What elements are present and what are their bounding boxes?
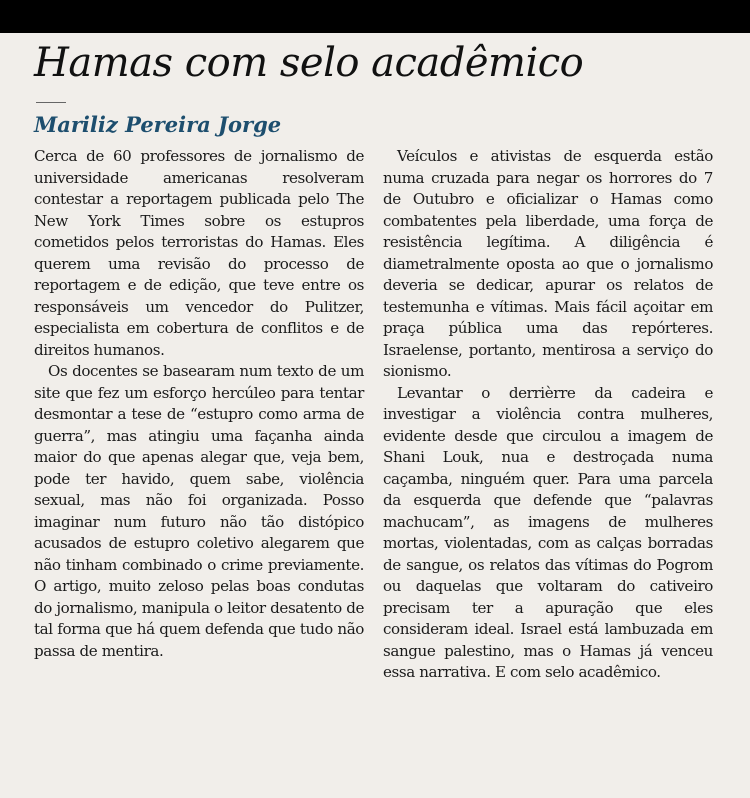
paragraph: Cerca de 60 professores de jornalismo de universidade americanas resolveram contestar a reportagem publicada pelo The New York Times sobre os estupros cometidos pelos terroristas do Hamas. Eles querem uma revisão do processo de reportagem e de edição, que teve entre os responsáveis um vencedor do Pulitzer, especialista em cobertura de conflitos e de direitos humanos. [34,147,364,359]
paragraph: Os docentes se basearam num texto de um site que fez um esforço hercúleo para tentar desmontar a tese de “estupro como arma de guerra”, mas atingiu uma façanha ainda maior do que apenas alegar que, veja bem, pode ter havido, quem sabe, violência sexual, mas não foi organizada. Posso imaginar num futuro não tão distópico acusados de estupro coletivo alegarem que não tinham combinado o crime previamente. O artigo, muito zeloso pelas boas condutas do jornalismo, manipula o leitor desatento de tal forma que há quem defenda que tudo não passa de mentira. [34,362,364,660]
paragraph: Veículos e ativistas de esquerda estão numa cruzada para negar os horrores do 7 de Outubro e oficializar o Hamas como combatentes pela liberdade, uma força de resistência legítima. A diligência é diametralmente oposta ao que o jornalismo deveria se dedicar, apurar os relatos de testemunha e vítimas. Mais fácil açoitar em praça pública uma das repórteres. Israelense, portanto, mentirosa a serviço do sionismo. [383,147,713,380]
paragraph: Levantar o derrièrre da cadeira e investigar a violência contra mulheres, evidente desde que circulou a imagem de Shani Louk, nua e destroçada numa caçamba, ninguém quer. Para uma parcela da esquerda que defende que “palavras machucam”, as imagens de mulheres mortas, violentadas, com as calças borradas de sangue, os relatos das vítimas do Pogrom ou daquelas que voltaram do cativeiro precisam ter a apuração que eles consideram ideal. Israel está lambuzada em sangue palestino, mas o Hamas já venceu essa narrativa. E com selo acadêmico. [383,383,713,681]
article-column-right [383,146,713,684]
article-column-left [34,146,364,662]
headline-divider [36,102,66,103]
article-headline: Hamas com selo acadêmico [34,40,584,86]
author-byline: Mariliz Pereira Jorge [34,112,282,137]
top-black-bar [0,0,750,33]
